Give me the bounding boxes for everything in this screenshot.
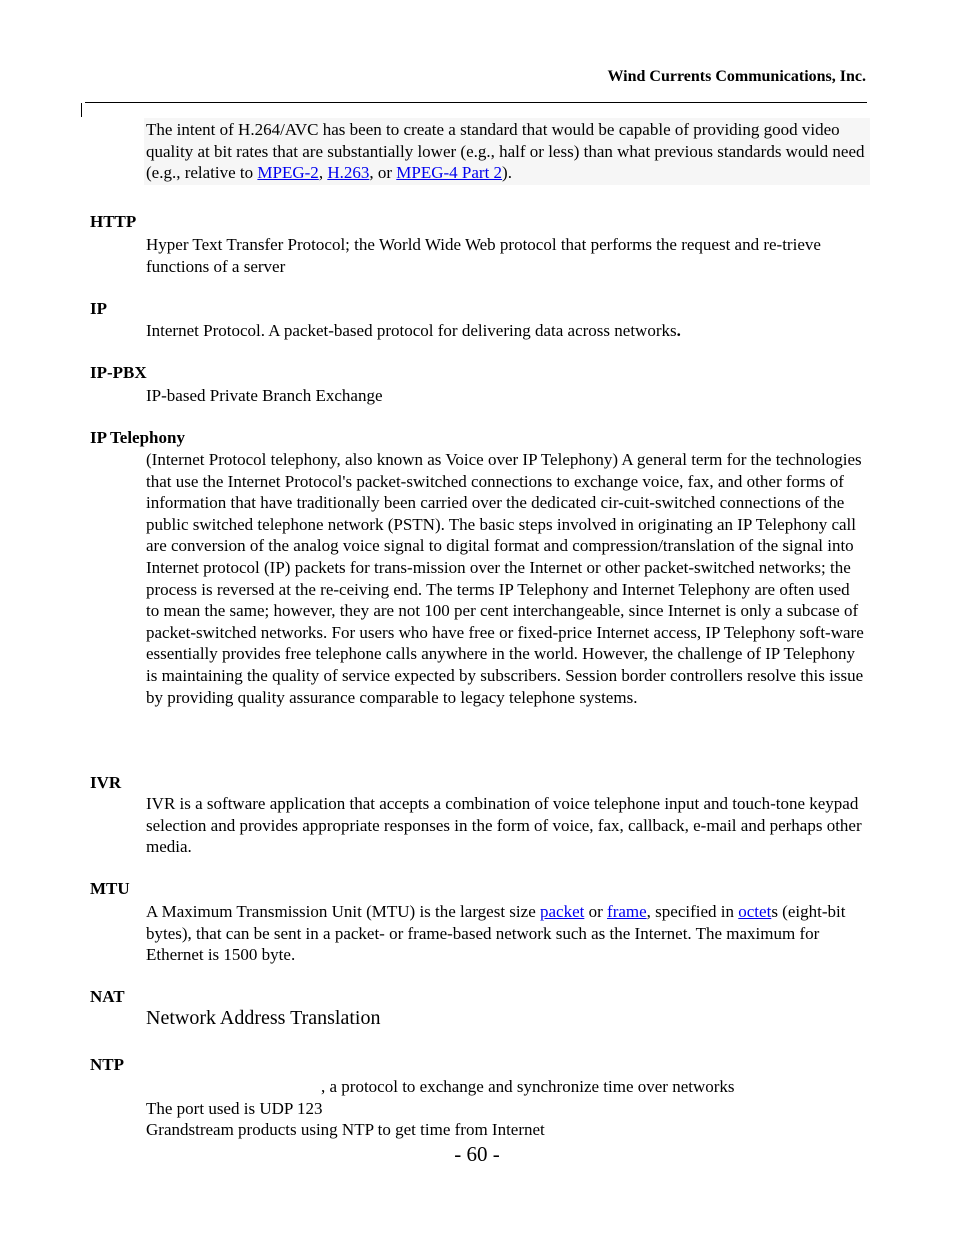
link-packet[interactable]: packet bbox=[540, 902, 585, 921]
definition-ntp-line-3: Grandstream products using NTP to get time from Internet bbox=[146, 1120, 545, 1140]
definition-ip bbox=[146, 320, 864, 342]
page-number: - 60 - bbox=[454, 1142, 500, 1166]
term-ip-pbx: IP-PBX bbox=[90, 363, 147, 382]
definition-ip-end: . bbox=[676, 321, 681, 340]
definition-mtu bbox=[146, 901, 864, 966]
header-tick bbox=[81, 103, 82, 117]
intro-separator: , or bbox=[369, 163, 397, 182]
intro-paragraph bbox=[144, 118, 870, 185]
link-frame[interactable]: frame bbox=[607, 902, 647, 921]
definition-mtu-separator: , specified in bbox=[646, 902, 739, 921]
definition-mtu-text-end: s (eight-bit bytes), that can be sent in a packet- or frame-based network such as the Internet. The maximum for Ethernet is 1500 byte. bbox=[146, 902, 846, 965]
intro-text-end: ). bbox=[502, 163, 512, 182]
term-ntp: NTP bbox=[90, 1055, 124, 1074]
term-ip: IP bbox=[90, 299, 107, 318]
definition-ntp-line-2: The port used is UDP 123 bbox=[146, 1098, 323, 1118]
page-header-company: Wind Currents Communications, Inc. bbox=[607, 68, 866, 85]
definition-mtu-text: A Maximum Transmission Unit (MTU) is the largest size bbox=[146, 902, 540, 921]
definition-ip-text: Internet Protocol. A packet-based protocol for delivering data across networks bbox=[146, 321, 677, 340]
definition-http: Hyper Text Transfer Protocol; the World Wide Web protocol that performs the request and re-trieve functions of a server bbox=[146, 235, 821, 276]
definition-ip-pbx: IP-based Private Branch Exchange bbox=[146, 386, 383, 405]
link-mpeg2[interactable]: MPEG-2 bbox=[257, 163, 319, 182]
definition-mtu-separator: or bbox=[584, 902, 608, 921]
intro-text: The intent of H.264/AVC has been to create a standard that would be capable of providing good video quality at bit rates that are substantially lower (e.g., half or less) than what previous standards would need (e.g., relative to bbox=[146, 120, 865, 182]
definition-ip-telephony: (Internet Protocol telephony, also known as Voice over IP Telephony) A general term for the technologies that use the Internet Protocol's packet-switched connections to exchange voice, fax, and other forms of information that have traditionally been carried over the dedicated cir-cuit-switched connections of the public switched telephone network (PSTN). The basic steps involved in originating an IP Telephony call are conversion of the analog voice signal to digital format and compression/translation of the signal into Internet protocol (IP) packets for trans-mission over the Internet or other packet-switched networks; the process is reversed at the re-ceiving end. The terms IP Telephony and Internet Telephony are often used to mean the same; however, they are not 100 per cent interchangeable, since Internet is only a subcase of packet-switched networks. For users who have free or fixed-price Internet access, IP Telephony soft-ware essentially provides free telephone calls anywhere in the world. However, the challenge of IP Telephony is maintaining the quality of service expected by subscribers. Session border controllers resolve this issue by providing quality assurance comparable to legacy telephone systems. bbox=[146, 450, 864, 707]
definition-ivr: IVR is a software application that accepts a combination of voice telephone input and touch-tone keypad selection and provides appropriate responses in the form of voice, fax, callback, e-mail and perhaps other media. bbox=[146, 794, 862, 857]
link-mpeg4-part2[interactable]: MPEG-4 Part 2 bbox=[396, 163, 503, 182]
definition-nat: Network Address Translation bbox=[146, 1007, 381, 1029]
definition-ntp bbox=[146, 1076, 864, 1141]
definition-ntp-line-1: , a protocol to exchange and synchronize time over networks bbox=[321, 1077, 735, 1096]
link-octet[interactable]: octet bbox=[738, 902, 772, 921]
term-ivr: IVR bbox=[90, 773, 122, 792]
term-http: HTTP bbox=[90, 212, 137, 231]
intro-separator: , bbox=[318, 163, 328, 182]
term-mtu: MTU bbox=[90, 879, 130, 898]
term-ip-telephony: IP Telephony bbox=[90, 428, 185, 447]
link-h263[interactable]: H.263 bbox=[327, 163, 370, 182]
header-rule bbox=[85, 102, 867, 103]
term-nat: NAT bbox=[90, 987, 125, 1006]
